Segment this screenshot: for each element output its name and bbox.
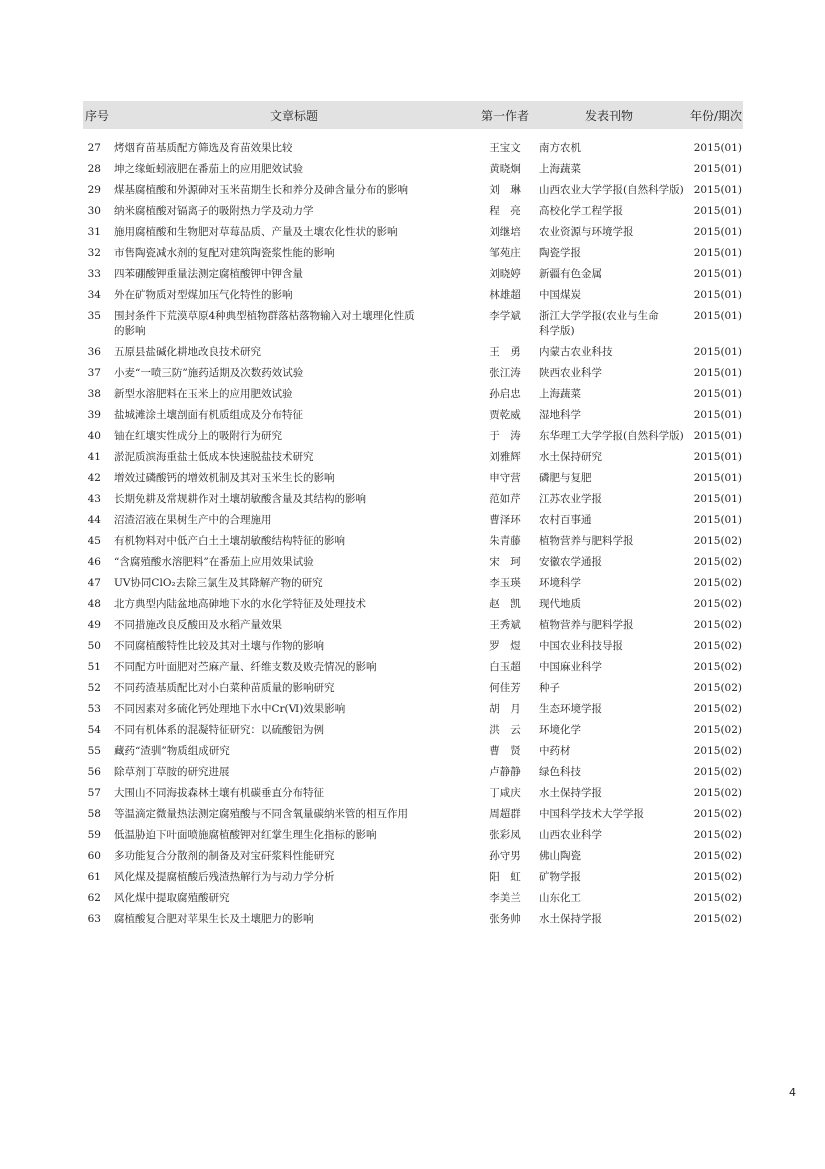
row-first-author: 何佳芳 bbox=[489, 682, 521, 694]
row-journal: 东华理工大学学报(自然科学版) bbox=[539, 430, 684, 442]
row-year-issue: 2015(02) bbox=[693, 892, 742, 904]
row-journal: 高校化学工程学报 bbox=[539, 205, 623, 217]
row-first-author: 白玉超 bbox=[489, 661, 521, 673]
row-first-author: 王宝文 bbox=[489, 142, 521, 154]
header-serial-number: 序号 bbox=[85, 108, 110, 123]
row-year-issue: 2015(02) bbox=[693, 829, 742, 841]
row-first-author: 曹泽环 bbox=[489, 514, 521, 526]
row-serial-number: 27 bbox=[87, 142, 101, 154]
table-row bbox=[83, 138, 743, 159]
row-first-author: 宋 珂 bbox=[489, 556, 521, 568]
title-line: 的影响 bbox=[114, 325, 146, 337]
row-serial-number: 52 bbox=[87, 682, 101, 694]
header-first-author: 第一作者 bbox=[480, 108, 529, 123]
row-serial-number: 55 bbox=[87, 745, 101, 757]
row-serial-number: 49 bbox=[87, 619, 101, 631]
row-serial-number: 35 bbox=[87, 310, 101, 322]
row-year-issue: 2015(02) bbox=[693, 850, 742, 862]
row-first-author: 贾乾威 bbox=[489, 409, 521, 421]
row-serial-number: 58 bbox=[87, 808, 101, 820]
page-number: 4 bbox=[789, 1086, 796, 1099]
table-row bbox=[83, 804, 743, 825]
row-journal: 绿色科技 bbox=[539, 766, 581, 778]
row-year-issue: 2015(01) bbox=[693, 289, 742, 301]
header-article-title: 文章标题 bbox=[269, 108, 318, 123]
row-year-issue: 2015(02) bbox=[693, 724, 742, 736]
row-journal: 水土保持学报 bbox=[539, 913, 602, 925]
row-first-author: 刘晓婷 bbox=[489, 268, 521, 280]
row-article-title: 低温胁迫下叶面喷施腐植酸钾对红掌生理生化指标的影响 bbox=[114, 829, 377, 841]
table-row bbox=[83, 699, 743, 720]
header-row bbox=[83, 101, 743, 129]
table-header bbox=[83, 101, 743, 129]
row-serial-number: 41 bbox=[87, 451, 101, 463]
table-row bbox=[83, 783, 743, 804]
row-journal: 现代地质 bbox=[539, 598, 581, 610]
row-serial-number: 54 bbox=[87, 724, 101, 736]
table-row bbox=[83, 657, 743, 678]
row-year-issue: 2015(01) bbox=[693, 514, 742, 526]
row-first-author: 丁咸庆 bbox=[489, 787, 521, 799]
row-first-author: 林雄超 bbox=[489, 289, 521, 301]
row-first-author: 赵 凯 bbox=[489, 598, 521, 610]
row-journal: 植物营养与肥料学报 bbox=[539, 535, 634, 547]
row-journal: 中国煤炭 bbox=[539, 289, 581, 301]
row-year-issue: 2015(02) bbox=[693, 913, 742, 925]
row-article-title: 施用腐植酸和生物肥对草莓品质、产量及土壤农化性状的影响 bbox=[114, 226, 398, 238]
table-row bbox=[83, 552, 743, 573]
row-first-author: 张彩凤 bbox=[489, 829, 521, 841]
row-article-title: 等温滴定微量热法测定腐殖酸与不同含氧量碳纳米管的相互作用 bbox=[114, 808, 408, 820]
row-article-title: 风化煤中提取腐殖酸研究 bbox=[114, 892, 230, 904]
row-first-author: 阳 虹 bbox=[489, 871, 521, 883]
row-serial-number: 30 bbox=[87, 205, 101, 217]
row-first-author: 范如芹 bbox=[489, 493, 521, 505]
row-year-issue: 2015(02) bbox=[693, 661, 742, 673]
row-first-author: 李美兰 bbox=[489, 892, 521, 904]
article-table bbox=[83, 101, 743, 930]
row-article-title: 铀在红壤实性成分上的吸附行为研究 bbox=[114, 430, 282, 442]
table-row bbox=[83, 510, 743, 531]
row-journal: 新疆有色金属 bbox=[539, 268, 602, 280]
table-row bbox=[83, 888, 743, 909]
row-journal: 陶瓷学报 bbox=[539, 247, 581, 259]
row-serial-number: 61 bbox=[87, 871, 101, 883]
row-article-title: 四苯硼酸钾重量法测定腐植酸钾中钾含量 bbox=[114, 268, 303, 280]
row-year-issue: 2015(02) bbox=[693, 787, 742, 799]
table-row bbox=[83, 867, 743, 888]
row-year-issue: 2015(02) bbox=[693, 703, 742, 715]
row-serial-number: 29 bbox=[87, 184, 101, 196]
row-first-author: 申守营 bbox=[489, 472, 521, 484]
table-row bbox=[83, 741, 743, 762]
row-article-title: 风化煤及提腐植酸后残渣热解行为与动力学分析 bbox=[114, 871, 335, 883]
row-first-author: 程 亮 bbox=[489, 205, 521, 217]
row-article-title: 不同药渣基质配比对小白菜种苗质量的影响研究 bbox=[114, 682, 335, 694]
row-article-title: 沼渣沼液在果树生产中的合理施用 bbox=[114, 514, 272, 526]
table-row bbox=[83, 405, 743, 426]
row-journal: 中药材 bbox=[539, 745, 571, 757]
row-article-title: 外在矿物质对型煤加压气化特性的影响 bbox=[114, 289, 293, 301]
header-journal: 发表刊物 bbox=[584, 108, 633, 123]
row-serial-number: 57 bbox=[87, 787, 101, 799]
row-year-issue: 2015(02) bbox=[693, 619, 742, 631]
row-serial-number: 44 bbox=[87, 514, 101, 526]
row-serial-number: 60 bbox=[87, 850, 101, 862]
row-article-title: 不同因素对多硫化钙处理地下水中Cr(Ⅵ)效果影响 bbox=[114, 703, 346, 715]
row-first-author: 邹苑庄 bbox=[489, 247, 521, 259]
row-serial-number: 53 bbox=[87, 703, 101, 715]
table-row bbox=[83, 384, 743, 405]
row-journal: 上海蔬菜 bbox=[539, 388, 581, 400]
row-year-issue: 2015(01) bbox=[693, 163, 742, 175]
row-journal: 中国农业科技导报 bbox=[539, 640, 623, 652]
row-year-issue: 2015(02) bbox=[693, 535, 742, 547]
row-serial-number: 40 bbox=[87, 430, 101, 442]
row-year-issue: 2015(01) bbox=[693, 367, 742, 379]
row-year-issue: 2015(01) bbox=[693, 451, 742, 463]
row-serial-number: 36 bbox=[87, 346, 101, 358]
table-row bbox=[83, 264, 743, 285]
row-year-issue: 2015(01) bbox=[693, 310, 742, 322]
row-article-title bbox=[111, 306, 477, 342]
table-row bbox=[83, 159, 743, 180]
row-year-issue: 2015(01) bbox=[693, 493, 742, 505]
row-article-title: 有机物料对中低产白土土壤胡敏酸结构特征的影响 bbox=[114, 535, 345, 547]
row-article-title: 煤基腐植酸和外源砷对玉米苗期生长和养分及砷含量分布的影响 bbox=[114, 184, 408, 196]
row-article-title: 不同配方叶面肥对苎麻产量、纤维支数及败壳情况的影响 bbox=[114, 661, 377, 673]
row-article-title: 盐城滩涂土壤剖面有机质组成及分布特征 bbox=[114, 409, 303, 421]
row-year-issue: 2015(02) bbox=[693, 871, 742, 883]
row-first-author: 朱青藤 bbox=[489, 535, 521, 547]
row-year-issue: 2015(01) bbox=[693, 268, 742, 280]
journal-line: 浙江大学学报(农业与生命 bbox=[539, 310, 659, 322]
row-article-title: 除草剂丁草胺的研究进展 bbox=[114, 766, 230, 778]
row-year-issue: 2015(01) bbox=[693, 409, 742, 421]
row-article-title: 多功能复合分散剂的制备及对宝矸浆料性能研究 bbox=[114, 850, 335, 862]
row-serial-number: 42 bbox=[87, 472, 101, 484]
row-first-author: 洪 云 bbox=[489, 724, 521, 736]
row-journal: 农村百事通 bbox=[539, 514, 592, 526]
row-first-author: 黄晓炯 bbox=[489, 163, 521, 175]
row-article-title: 增效过磷酸钙的增效机制及其对玉米生长的影响 bbox=[114, 472, 335, 484]
row-journal: 农业资源与环境学报 bbox=[539, 226, 634, 238]
row-journal: 环境化学 bbox=[539, 724, 581, 736]
row-journal: 山西农业科学 bbox=[539, 829, 602, 841]
table-row bbox=[83, 531, 743, 552]
row-article-title: UV协同ClO₂去除三氯生及其降解产物的研究 bbox=[114, 577, 323, 589]
row-year-issue: 2015(01) bbox=[693, 346, 742, 358]
row-serial-number: 47 bbox=[87, 577, 101, 589]
row-first-author: 周超群 bbox=[489, 808, 521, 820]
row-journal bbox=[533, 306, 685, 342]
row-serial-number: 48 bbox=[87, 598, 101, 610]
row-journal: 水土保持学报 bbox=[539, 787, 602, 799]
row-first-author: 王 勇 bbox=[489, 346, 521, 358]
row-serial-number: 33 bbox=[87, 268, 101, 280]
row-year-issue: 2015(01) bbox=[693, 472, 742, 484]
row-first-author: 孙守男 bbox=[489, 850, 521, 862]
row-year-issue: 2015(01) bbox=[693, 205, 742, 217]
table-body bbox=[83, 129, 743, 930]
row-journal: 内蒙古农业科技 bbox=[539, 346, 613, 358]
row-journal: 江苏农业学报 bbox=[539, 493, 602, 505]
row-year-issue: 2015(02) bbox=[693, 766, 742, 778]
row-year-issue: 2015(01) bbox=[693, 142, 742, 154]
journal-line: 科学版) bbox=[539, 325, 575, 337]
row-year-issue: 2015(02) bbox=[693, 556, 742, 568]
row-serial-number: 34 bbox=[87, 289, 101, 301]
header-year-issue: 年份/期次 bbox=[689, 108, 742, 123]
row-serial-number: 38 bbox=[87, 388, 101, 400]
row-first-author: 卢静静 bbox=[489, 766, 521, 778]
row-journal: 安徽农学通报 bbox=[539, 556, 602, 568]
row-serial-number: 28 bbox=[87, 163, 101, 175]
row-journal: 佛山陶瓷 bbox=[539, 850, 581, 862]
row-article-title: 纳米腐植酸对镉离子的吸附热力学及动力学 bbox=[114, 205, 314, 217]
row-article-title: 不同措施改良反酸田及水稻产量效果 bbox=[114, 619, 282, 631]
table-row bbox=[83, 615, 743, 636]
row-serial-number: 50 bbox=[87, 640, 101, 652]
row-year-issue: 2015(02) bbox=[693, 577, 742, 589]
table-row bbox=[83, 468, 743, 489]
row-journal: 中国科学技术大学学报 bbox=[539, 808, 644, 820]
row-first-author: 李学斌 bbox=[489, 310, 521, 322]
row-first-author: 胡 月 bbox=[489, 703, 521, 715]
row-article-title: 淤泥质滨海重盐土低成本快速脱盐技术研究 bbox=[114, 451, 314, 463]
row-journal: 环境科学 bbox=[539, 577, 581, 589]
row-year-issue: 2015(01) bbox=[693, 388, 742, 400]
table-row bbox=[83, 720, 743, 741]
row-article-title: 不同腐植酸特性比较及其对土壤与作物的影响 bbox=[114, 640, 324, 652]
row-year-issue: 2015(01) bbox=[693, 430, 742, 442]
row-serial-number: 39 bbox=[87, 409, 101, 421]
row-serial-number: 31 bbox=[87, 226, 101, 238]
table-row bbox=[83, 306, 743, 342]
row-year-issue: 2015(02) bbox=[693, 682, 742, 694]
row-serial-number: 56 bbox=[87, 766, 101, 778]
row-article-title: 大围山不同海拔森林土壤有机碳垂直分布特征 bbox=[114, 787, 324, 799]
row-year-issue: 2015(01) bbox=[693, 184, 742, 196]
table-row bbox=[83, 285, 743, 306]
row-journal: 植物营养与肥料学报 bbox=[539, 619, 634, 631]
row-year-issue: 2015(02) bbox=[693, 598, 742, 610]
row-article-title: 不同有机体系的混凝特征研究：以硫酸铝为例 bbox=[114, 724, 324, 736]
row-journal: 矿物学报 bbox=[539, 871, 581, 883]
table-row bbox=[83, 846, 743, 867]
table-row bbox=[83, 825, 743, 846]
table-row bbox=[83, 489, 743, 510]
table-row bbox=[83, 594, 743, 615]
row-first-author: 刘继培 bbox=[489, 226, 521, 238]
row-serial-number: 63 bbox=[87, 913, 101, 925]
row-journal: 山西农业大学学报(自然科学版) bbox=[539, 184, 684, 196]
row-journal: 中国麻业科学 bbox=[539, 661, 602, 673]
row-serial-number: 43 bbox=[87, 493, 101, 505]
row-article-title: 藏药“渣驯”物质组成研究 bbox=[114, 745, 230, 757]
row-serial-number: 45 bbox=[87, 535, 101, 547]
row-first-author: 刘雅辉 bbox=[489, 451, 521, 463]
row-article-title: 烤烟育苗基质配方筛选及育苗效果比较 bbox=[114, 142, 293, 154]
row-article-title: 新型水溶肥料在玉米上的应用肥效试验 bbox=[114, 388, 293, 400]
row-serial-number: 59 bbox=[87, 829, 101, 841]
article-table-wrapper bbox=[83, 101, 743, 930]
row-journal: 南方农机 bbox=[539, 142, 581, 154]
row-journal: 山东化工 bbox=[539, 892, 581, 904]
row-first-author: 王秀斌 bbox=[489, 619, 521, 631]
table-row bbox=[83, 201, 743, 222]
row-year-issue: 2015(02) bbox=[693, 808, 742, 820]
row-first-author: 刘 琳 bbox=[489, 184, 521, 196]
table-row bbox=[83, 342, 743, 363]
row-article-title: 北方典型内陆盆地高砷地下水的水化学特征及处理技术 bbox=[114, 598, 366, 610]
row-first-author: 李玉瑛 bbox=[489, 577, 521, 589]
table-row bbox=[83, 909, 743, 930]
table-row bbox=[83, 447, 743, 468]
row-journal: 生态环境学报 bbox=[539, 703, 602, 715]
row-article-title: 小麦“一喷三防”施药适期及次数药效试验 bbox=[114, 367, 304, 379]
row-serial-number: 46 bbox=[87, 556, 101, 568]
table-row bbox=[83, 678, 743, 699]
row-journal: 水土保持研究 bbox=[539, 451, 602, 463]
row-first-author: 于 涛 bbox=[489, 430, 521, 442]
row-first-author: 张务帅 bbox=[489, 913, 521, 925]
row-journal: 种子 bbox=[539, 682, 560, 694]
table-row bbox=[83, 180, 743, 201]
row-serial-number: 51 bbox=[87, 661, 101, 673]
header-spacer bbox=[83, 129, 743, 138]
row-journal: 上海蔬菜 bbox=[539, 163, 581, 175]
row-journal: 磷肥与复肥 bbox=[539, 472, 592, 484]
row-article-title: 坤之缘蚯蚓液肥在番茄上的应用肥效试验 bbox=[114, 163, 303, 175]
row-first-author: 孙启忠 bbox=[489, 388, 521, 400]
table-row bbox=[83, 573, 743, 594]
table-row bbox=[83, 636, 743, 657]
table-row bbox=[83, 363, 743, 384]
table-row bbox=[83, 426, 743, 447]
row-first-author: 张江涛 bbox=[489, 367, 521, 379]
row-serial-number: 32 bbox=[87, 247, 101, 259]
title-line: 围封条件下荒漠草原4种典型植物群落枯落物输入对土壤理化性质 bbox=[114, 310, 415, 322]
table-row bbox=[83, 222, 743, 243]
row-year-issue: 2015(02) bbox=[693, 640, 742, 652]
row-article-title: 长期免耕及常规耕作对土壤胡敏酸含量及其结构的影响 bbox=[114, 493, 366, 505]
row-article-title: 五原县盐碱化耕地改良技术研究 bbox=[114, 346, 261, 358]
row-serial-number: 37 bbox=[87, 367, 101, 379]
row-journal: 湿地科学 bbox=[539, 409, 581, 421]
row-article-title: “含腐殖酸水溶肥料”在番茄上应用效果试验 bbox=[114, 556, 314, 568]
table-row bbox=[83, 762, 743, 783]
row-article-title: 市售陶瓷减水剂的复配对建筑陶瓷浆性能的影响 bbox=[114, 247, 335, 259]
table-row bbox=[83, 243, 743, 264]
row-serial-number: 62 bbox=[87, 892, 101, 904]
row-year-issue: 2015(01) bbox=[693, 226, 742, 238]
row-first-author: 曹 贤 bbox=[489, 745, 521, 757]
row-article-title: 腐植酸复合肥对苹果生长及土壤肥力的影响 bbox=[114, 913, 314, 925]
row-year-issue: 2015(02) bbox=[693, 745, 742, 757]
row-year-issue: 2015(01) bbox=[693, 247, 742, 259]
row-first-author: 罗 煜 bbox=[489, 640, 521, 652]
row-journal: 陕西农业科学 bbox=[539, 367, 602, 379]
